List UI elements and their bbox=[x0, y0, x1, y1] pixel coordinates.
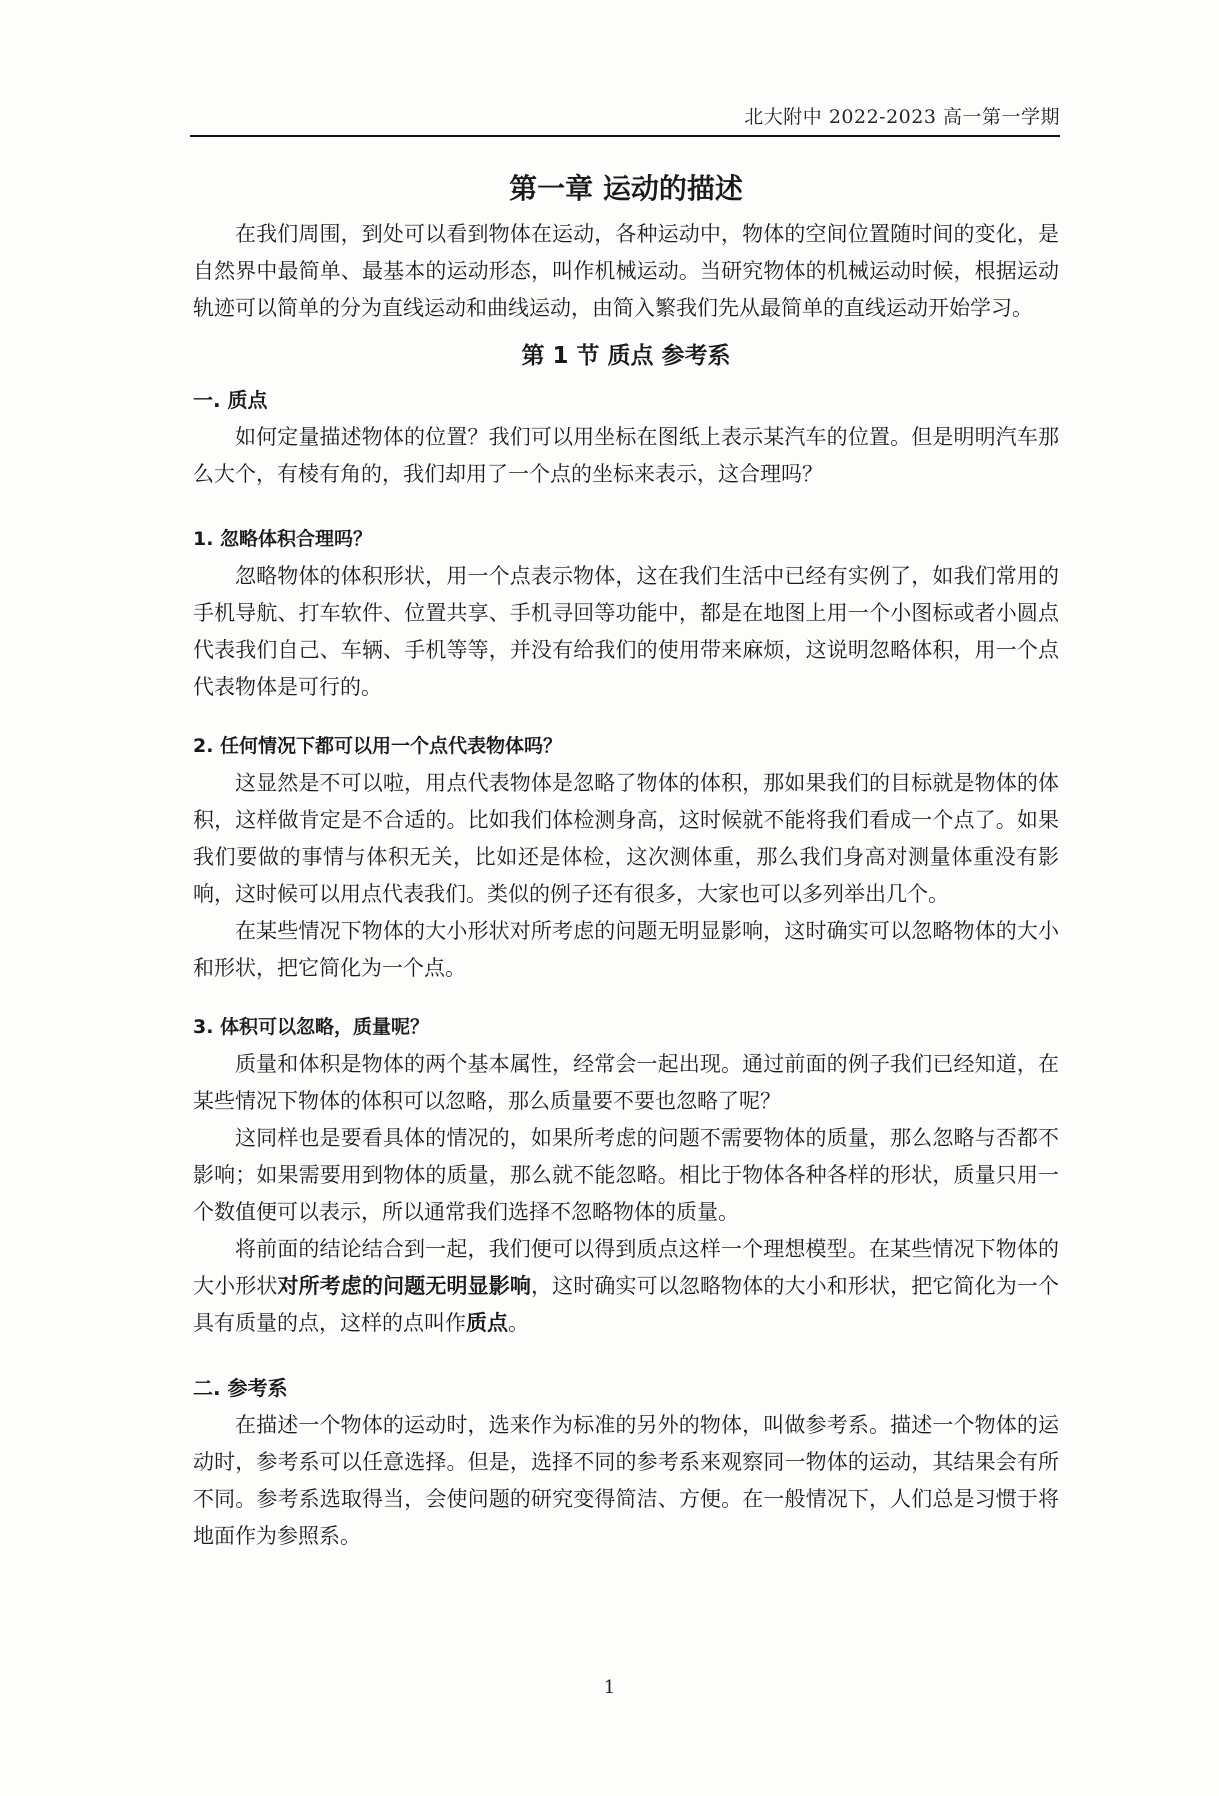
spacer bbox=[193, 493, 1059, 521]
question-heading-1: 1. 忽略体积合理吗？ bbox=[193, 528, 373, 550]
spacer bbox=[193, 706, 1059, 728]
part-heading-reference-frame: 二. 参考系 bbox=[193, 1376, 288, 1400]
page-header: 北大附中 2022-2023 高一第一学期 bbox=[744, 106, 1060, 128]
question-heading-2: 2. 任何情况下都可以用一个点代表物体吗？ bbox=[193, 735, 563, 757]
definition-text-c: 。 bbox=[508, 1311, 529, 1335]
definition-text-a: 将前面的结论结合到一起，我们便可以得到质点这样一个理想模型。在某些情况下物体的大小形状 bbox=[193, 1237, 1059, 1298]
page-number: 1 bbox=[603, 1677, 616, 1698]
spacer bbox=[193, 987, 1059, 1009]
header-rule bbox=[190, 135, 1060, 137]
spacer bbox=[193, 1342, 1059, 1370]
question-heading-3: 3. 体积可以忽略，质量呢？ bbox=[193, 1016, 430, 1038]
question-3-paragraph-1: 质量和体积是物体的两个基本属性，经常会一起出现。通过前面的例子我们已经知道，在某些情况下物体的体积可以忽略，那么质量要不要也忽略了呢？ bbox=[193, 1052, 1059, 1113]
question-1-paragraph-1: 忽略物体的体积形状，用一个点表示物体，这在我们生活中已经有实例了，如我们常用的手机导航、打车软件、位置共享、手机寻回等功能中，都是在地图上用一个小图标或者小圆点代表我们自己、车辆、手机等等，并没有给我们的使用带来麻烦，这说明忽略体积，用一个点代表物体是可行的。 bbox=[193, 564, 1059, 699]
page-content bbox=[193, 165, 1059, 1555]
question-2-paragraph-1: 这显然是不可以啦，用点代表物体是忽略了物体的体积，那如果我们的目标就是物体的体积，这样做肯定是不合适的。比如我们体检测身高，这时候就不能将我们看成一个点了。如果我们要做的事情与体积无关，比如还是体检，这次测体重，那么我们身高对测量体重没有影响，这时候可以用点代表我们。类似的例子还有很多，大家也可以多列举出几个。 bbox=[193, 771, 1059, 906]
definition-text-b: ，这时确实可以忽略物体的大小和形状，把它简化为一个具有质量的点，这样的点叫作 bbox=[193, 1274, 1059, 1335]
chapter-title: 第一章 运动的描述 bbox=[509, 172, 743, 205]
chapter-intro: 在我们周围，到处可以看到物体在运动，各种运动中，物体的空间位置随时间的变化，是自然界中最简单、最基本的运动形态，叫作机械运动。当研究物体的机械运动时候，根据运动轨迹可以简单的分为直线运动和曲线运动，由简入繁我们先从最简单的直线运动开始学习。 bbox=[193, 222, 1059, 320]
reference-frame-paragraph: 在描述一个物体的运动时，选来作为标准的另外的物体，叫做参考系。描述一个物体的运动时，参考系可以任意选择。但是，选择不同的参考系来观察同一物体的运动，其结果会有所不同。参考系选取得当，会使问题的研究变得简洁、方便。在一般情况下，人们总是习惯于将地面作为参照系。 bbox=[193, 1413, 1059, 1548]
definition-emphasis-condition: 对所考虑的问题无明显影响 bbox=[277, 1274, 531, 1298]
part-heading-mass-point: 一. 质点 bbox=[193, 388, 268, 412]
question-2-paragraph-2: 在某些情况下物体的大小形状对所考虑的问题无明显影响，这时确实可以忽略物体的大小和形状，把它简化为一个点。 bbox=[193, 919, 1059, 980]
section-title: 第 1 节 质点 参考系 bbox=[521, 343, 731, 369]
definition-emphasis-term: 质点 bbox=[466, 1311, 508, 1335]
question-3-paragraph-3 bbox=[193, 1231, 1059, 1342]
question-3-paragraph-2: 这同样也是要看具体的情况的，如果所考虑的问题不需要物体的质量，那么忽略与否都不影响；如果需要用到物体的质量，那么就不能忽略。相比于物体各种各样的形状，质量只用一个数值便可以表示，所以通常我们选择不忽略物体的质量。 bbox=[193, 1126, 1059, 1224]
mass-point-intro: 如何定量描述物体的位置？我们可以用坐标在图纸上表示某汽车的位置。但是明明汽车那么大个，有棱有角的，我们却用了一个点的坐标来表示，这合理吗？ bbox=[193, 425, 1059, 486]
